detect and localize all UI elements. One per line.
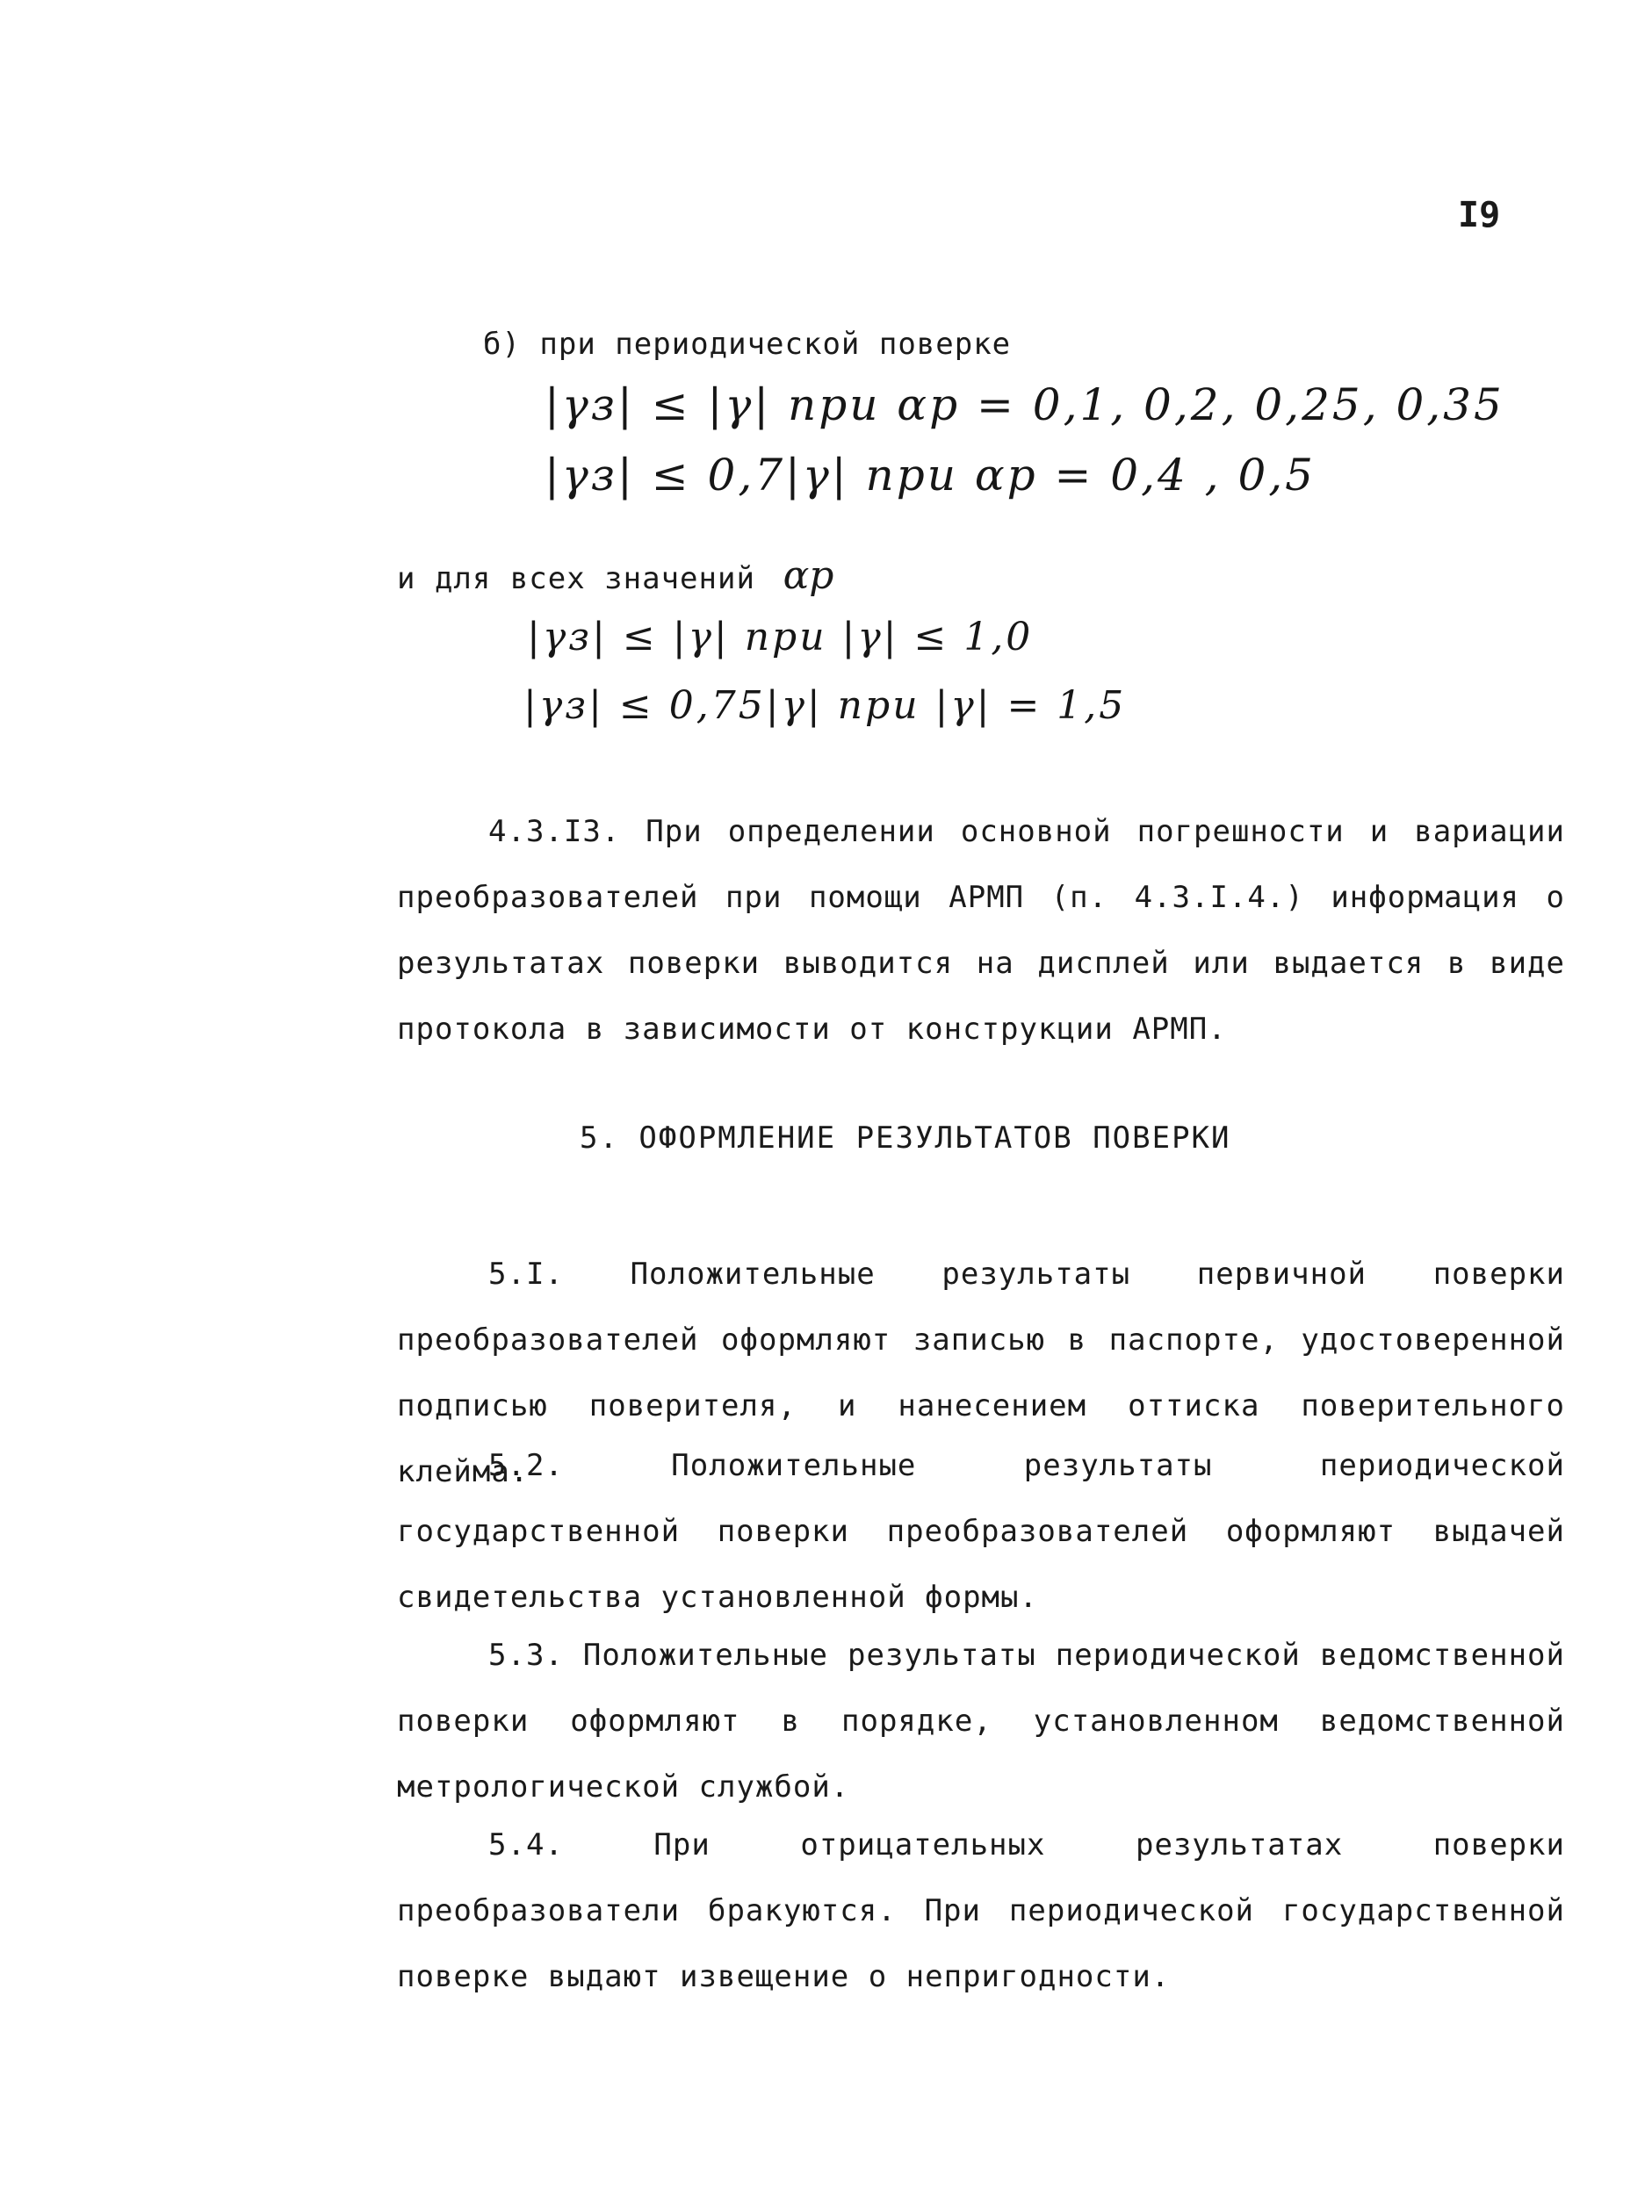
- periodic-formula-2: |γз| ≤ 0,7|γ| при αр = 0,4 , 0,5: [545, 450, 1316, 501]
- all-values-intro: и для всех значений: [397, 561, 755, 596]
- page-number: I9: [1458, 195, 1501, 235]
- paragraph-5-3: 5.3. Положительные результаты периодической ведомственной поверки оформляют в порядке, установленном ведомственной метрологической службой.: [397, 1638, 1565, 1805]
- alpha-p-symbol: αр: [783, 553, 834, 598]
- all-values-formula-1: |γз| ≤ |γ| при |γ| ≤ 1,0: [527, 615, 1034, 659]
- paragraph-5-4: 5.4. При отрицательных результатах поверки преобразователи бракуются. При периодической государственной поверке выдают извещение о непригодности.: [397, 1827, 1565, 1994]
- clause-4-3-13: 4.3.I3. При определении основной погрешности и вариации преобразователей при помощи АРМП (п. 4.3.I.4.) информация о результатах поверки выводится на дисплей или выдается в виде протокола в зависимости от конструкции АРМП.: [397, 814, 1565, 1047]
- all-values-line: [397, 553, 833, 598]
- paragraph-5-2: 5.2. Положительные результаты периодической государственной поверки преобразователей оформляют выдачей свидетельства установленной формы.: [397, 1448, 1565, 1615]
- all-values-formula-2: |γз| ≤ 0,75|γ| при |γ| = 1,5: [523, 683, 1127, 728]
- paragraph-5-1: 5.I. Положительные результаты первичной поверки преобразователей оформляют записью в паспорте, удостоверенной подписью поверителя, и нанесением оттиска поверительного клейма.: [397, 1257, 1565, 1489]
- section-heading: 5. ОФОРМЛЕНИЕ РЕЗУЛЬТАТОВ ПОВЕРКИ: [580, 1120, 1231, 1156]
- periodic-formula-1: |γз| ≤ |γ| при αр = 0,1, 0,2, 0,25, 0,35: [545, 379, 1504, 430]
- periodic-check-intro: б) при периодической поверке: [483, 327, 1012, 362]
